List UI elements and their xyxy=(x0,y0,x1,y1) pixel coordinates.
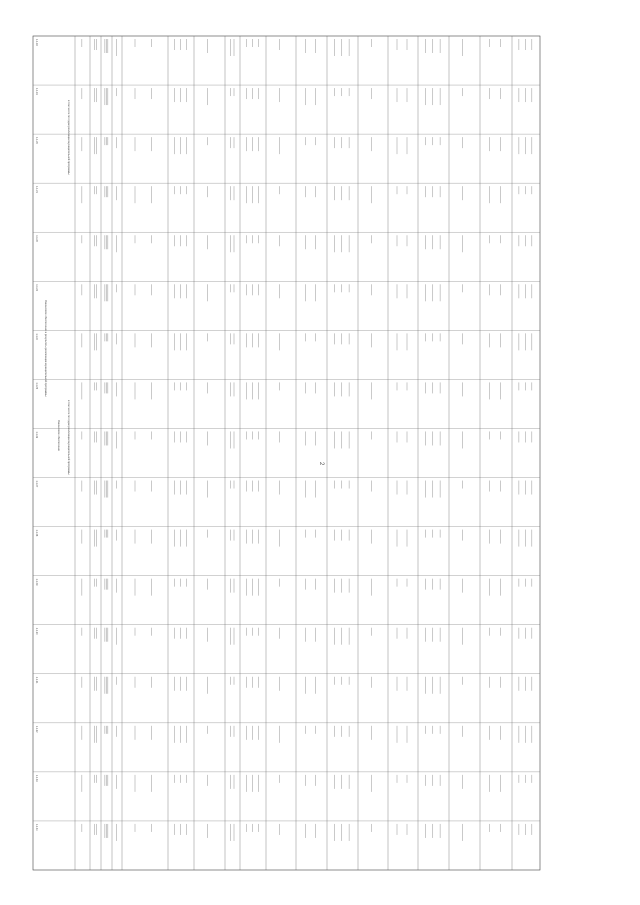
page-number: 2 xyxy=(318,462,324,466)
row-code: 1.1.29 xyxy=(35,578,38,586)
row-code: 1.1.22 xyxy=(35,235,38,242)
header-finance-band: Финансовое обеспечение xyxy=(57,420,60,451)
row-code: 1.1.25 xyxy=(35,382,38,390)
row-code: 1.1.26 xyxy=(35,431,38,439)
header-years-band: в том числе по годам реализации муниципальной программы xyxy=(67,400,70,475)
header-lines xyxy=(75,36,512,870)
row-code: 1.1.32 xyxy=(35,725,38,733)
row-code: 1.1.23 xyxy=(35,284,38,291)
header-results-band: в том числе по годам реализации муниципальной программы xyxy=(67,100,70,175)
row-code: 1.1.34 xyxy=(35,823,38,831)
row-code: 1.1.18 xyxy=(35,39,38,46)
row-code: 1.1.31 xyxy=(35,676,38,684)
row-lines xyxy=(33,85,540,821)
row-code: 1.1.33 xyxy=(35,774,38,782)
row-code: 1.1.19 xyxy=(35,88,38,95)
header-top-band: Финансовое обеспечение и результаты реализации муниципальной программы xyxy=(44,300,47,397)
row-code: 1.1.30 xyxy=(35,627,38,635)
row-code: 1.1.24 xyxy=(35,333,38,341)
table-frame xyxy=(33,36,540,870)
cell-marks xyxy=(82,39,532,841)
row-code: 1.1.20 xyxy=(35,137,38,144)
row-code: 1.1.28 xyxy=(35,529,38,537)
row-code: 1.1.27 xyxy=(35,480,38,488)
row-code: 1.1.21 xyxy=(35,186,38,193)
row-codes xyxy=(35,39,38,831)
